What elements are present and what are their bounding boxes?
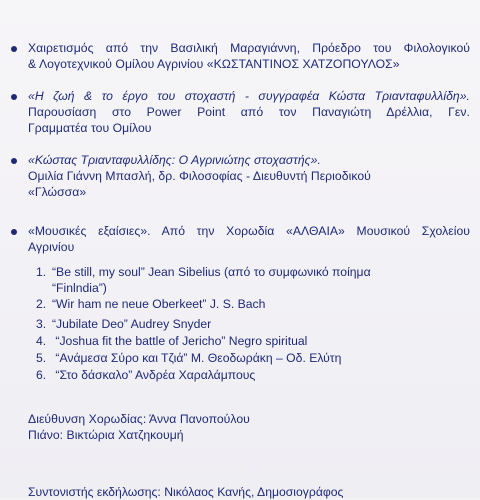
item-3-title: «Κώστας Τριανταφυλλίδης: Ο Αγρινιώτης στοχαστής». (28, 153, 321, 167)
choir-director: Διεύθυνση Χορωδίας: Άννα Πανοπούλου (28, 412, 250, 426)
song-6 (36, 368, 255, 383)
song-text: “Ανάμεσα Σύρο και Τζιά” Μ. Θεοδωράκη – Οδ. Ελύτη (52, 351, 342, 365)
item-3-line-1: Ομιλία Γιάννη Μπασλή, δρ. Φιλοσοφίας - Διευθυντή Περιοδικού (28, 169, 371, 183)
item-2-title: «Η ζωή & το έργο του στοχαστή - συγγραφέα Κώστα Τριανταφυλλίδη». (28, 89, 470, 103)
song-number: 1. (36, 265, 47, 279)
event-coordinator: Συντονιστής εκδήλωσης: Νικόλαος Κανής, Δημοσιογράφος (28, 485, 344, 499)
song-3 (36, 317, 211, 332)
item-4-line-1: «Μουσικές εξαίσιες». Από την Χορωδία «ΑΛΘΑΙΑ» Μουσικού Σχολείου (28, 224, 470, 238)
bullet-icon (11, 94, 17, 100)
song-text: “Wir ham ne neue Oberkeet” J. S. Bach (52, 297, 266, 311)
item-2-line-2: Γραμματέα του Ομίλου (28, 121, 152, 135)
item-4-line-2: Αγρινίου (28, 240, 75, 254)
song-2 (36, 297, 265, 312)
song-number: 5. (36, 351, 47, 365)
song-number: 6. (36, 368, 47, 382)
song-1 (36, 265, 371, 280)
song-text: “Joshua fit the battle of Jericho” Negro spiritual (52, 334, 308, 348)
song-text: “Be still, my soul” Jean Sibelius (από το συμφωνικό ποίημα (52, 265, 371, 279)
bullet-icon (11, 158, 17, 164)
song-1-continued (52, 281, 107, 296)
item-1-line-2: & Λογοτεχνικού Ομίλου Αγρινίου «ΚΩΣΤΑΝΤΙΝΟΣ ΧΑΤΖΟΠΟΥΛΟΣ» (28, 57, 400, 71)
song-number: 2. (36, 297, 47, 311)
bullet-icon (11, 229, 17, 235)
item-3-line-2: «Γλώσσα» (28, 185, 87, 199)
item-1-line-1: Χαιρετισμός από την Βασιλική Μαραγιάννη, Πρόεδρο του Φιλολογικού (28, 41, 470, 55)
piano-credit: Πιάνο: Βικτώρια Χατζηκουμή (28, 428, 184, 442)
song-number: 3. (36, 317, 47, 331)
song-5 (36, 351, 341, 366)
song-text: “Στο δάσκαλο” Ανδρέα Χαραλάμπους (52, 368, 256, 382)
item-2-line-1: Παρουσίαση στο Power Point από τον Παναγιώτη Δρέλλια, Γεν. (28, 105, 470, 119)
song-number: 4. (36, 334, 47, 348)
song-4 (36, 334, 307, 349)
song-text: “Finlndia”) (52, 281, 107, 295)
bullet-icon (11, 46, 17, 52)
song-text: “Jubilate Deo” Audrey Snyder (52, 317, 212, 331)
